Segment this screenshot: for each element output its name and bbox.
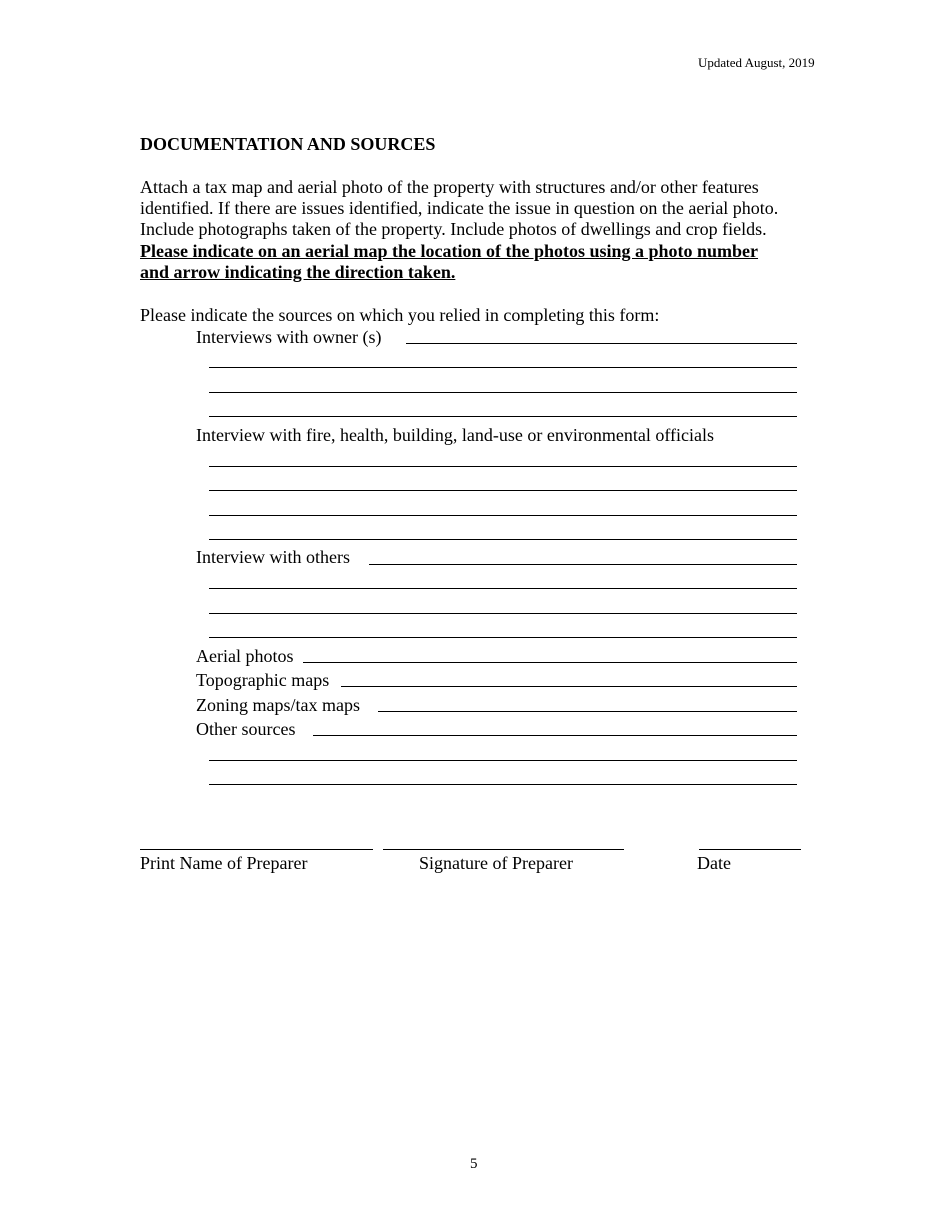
owner-interviews-line[interactable]: [406, 343, 797, 344]
signature-label: Signature of Preparer: [419, 853, 573, 873]
officials-interview-line[interactable]: [209, 466, 797, 467]
owner-interviews-line[interactable]: [209, 367, 797, 368]
emphasis-line-2: and arrow indicating the direction taken.: [140, 262, 456, 282]
officials-interview-line[interactable]: [209, 539, 797, 540]
instruction-line-1: Attach a tax map and aerial photo of the property with structures and/or other features: [140, 177, 759, 197]
date-line[interactable]: [699, 849, 801, 850]
aerial-photos-line[interactable]: [303, 662, 797, 663]
sources-prompt: Please indicate the sources on which you relied in completing this form:: [140, 305, 660, 325]
others-interview-label: Interview with others: [196, 547, 350, 567]
officials-interview-label: Interview with fire, health, building, land-use or environmental officials: [196, 425, 715, 445]
topographic-maps-label: Topographic maps: [196, 670, 330, 690]
owner-interviews-line[interactable]: [209, 416, 797, 417]
officials-interview-line[interactable]: [209, 515, 797, 516]
topographic-maps-line[interactable]: [341, 686, 797, 687]
signature-line[interactable]: [383, 849, 624, 850]
zoning-maps-label: Zoning maps/tax maps: [196, 695, 360, 715]
section-title: DOCUMENTATION AND SOURCES: [140, 134, 436, 154]
others-interview-line[interactable]: [209, 637, 797, 638]
zoning-maps-line[interactable]: [378, 711, 797, 712]
other-sources-line[interactable]: [209, 760, 797, 761]
owner-interviews-line[interactable]: [209, 392, 797, 393]
print-name-label: Print Name of Preparer: [140, 853, 308, 873]
emphasis-line-1: Please indicate on an aerial map the location of the photos using a photo number: [140, 241, 759, 261]
print-name-line[interactable]: [140, 849, 373, 850]
other-sources-line[interactable]: [209, 784, 797, 785]
instruction-line-3: Include photographs taken of the property. Include photos of dwellings and crop fields.: [140, 219, 767, 239]
aerial-photos-label: Aerial photos: [196, 646, 294, 666]
owner-interviews-label: Interviews with owner (s): [196, 327, 382, 347]
instruction-line-2: identified. If there are issues identified, indicate the issue in question on the aerial photo.: [140, 198, 779, 218]
other-sources-line[interactable]: [313, 735, 797, 736]
others-interview-line[interactable]: [209, 613, 797, 614]
other-sources-label: Other sources: [196, 719, 296, 739]
others-interview-line[interactable]: [209, 588, 797, 589]
page-number: 5: [470, 1156, 478, 1172]
date-label: Date: [697, 853, 731, 873]
others-interview-line[interactable]: [369, 564, 797, 565]
updated-date: Updated August, 2019: [698, 55, 815, 70]
officials-interview-line[interactable]: [209, 490, 797, 491]
